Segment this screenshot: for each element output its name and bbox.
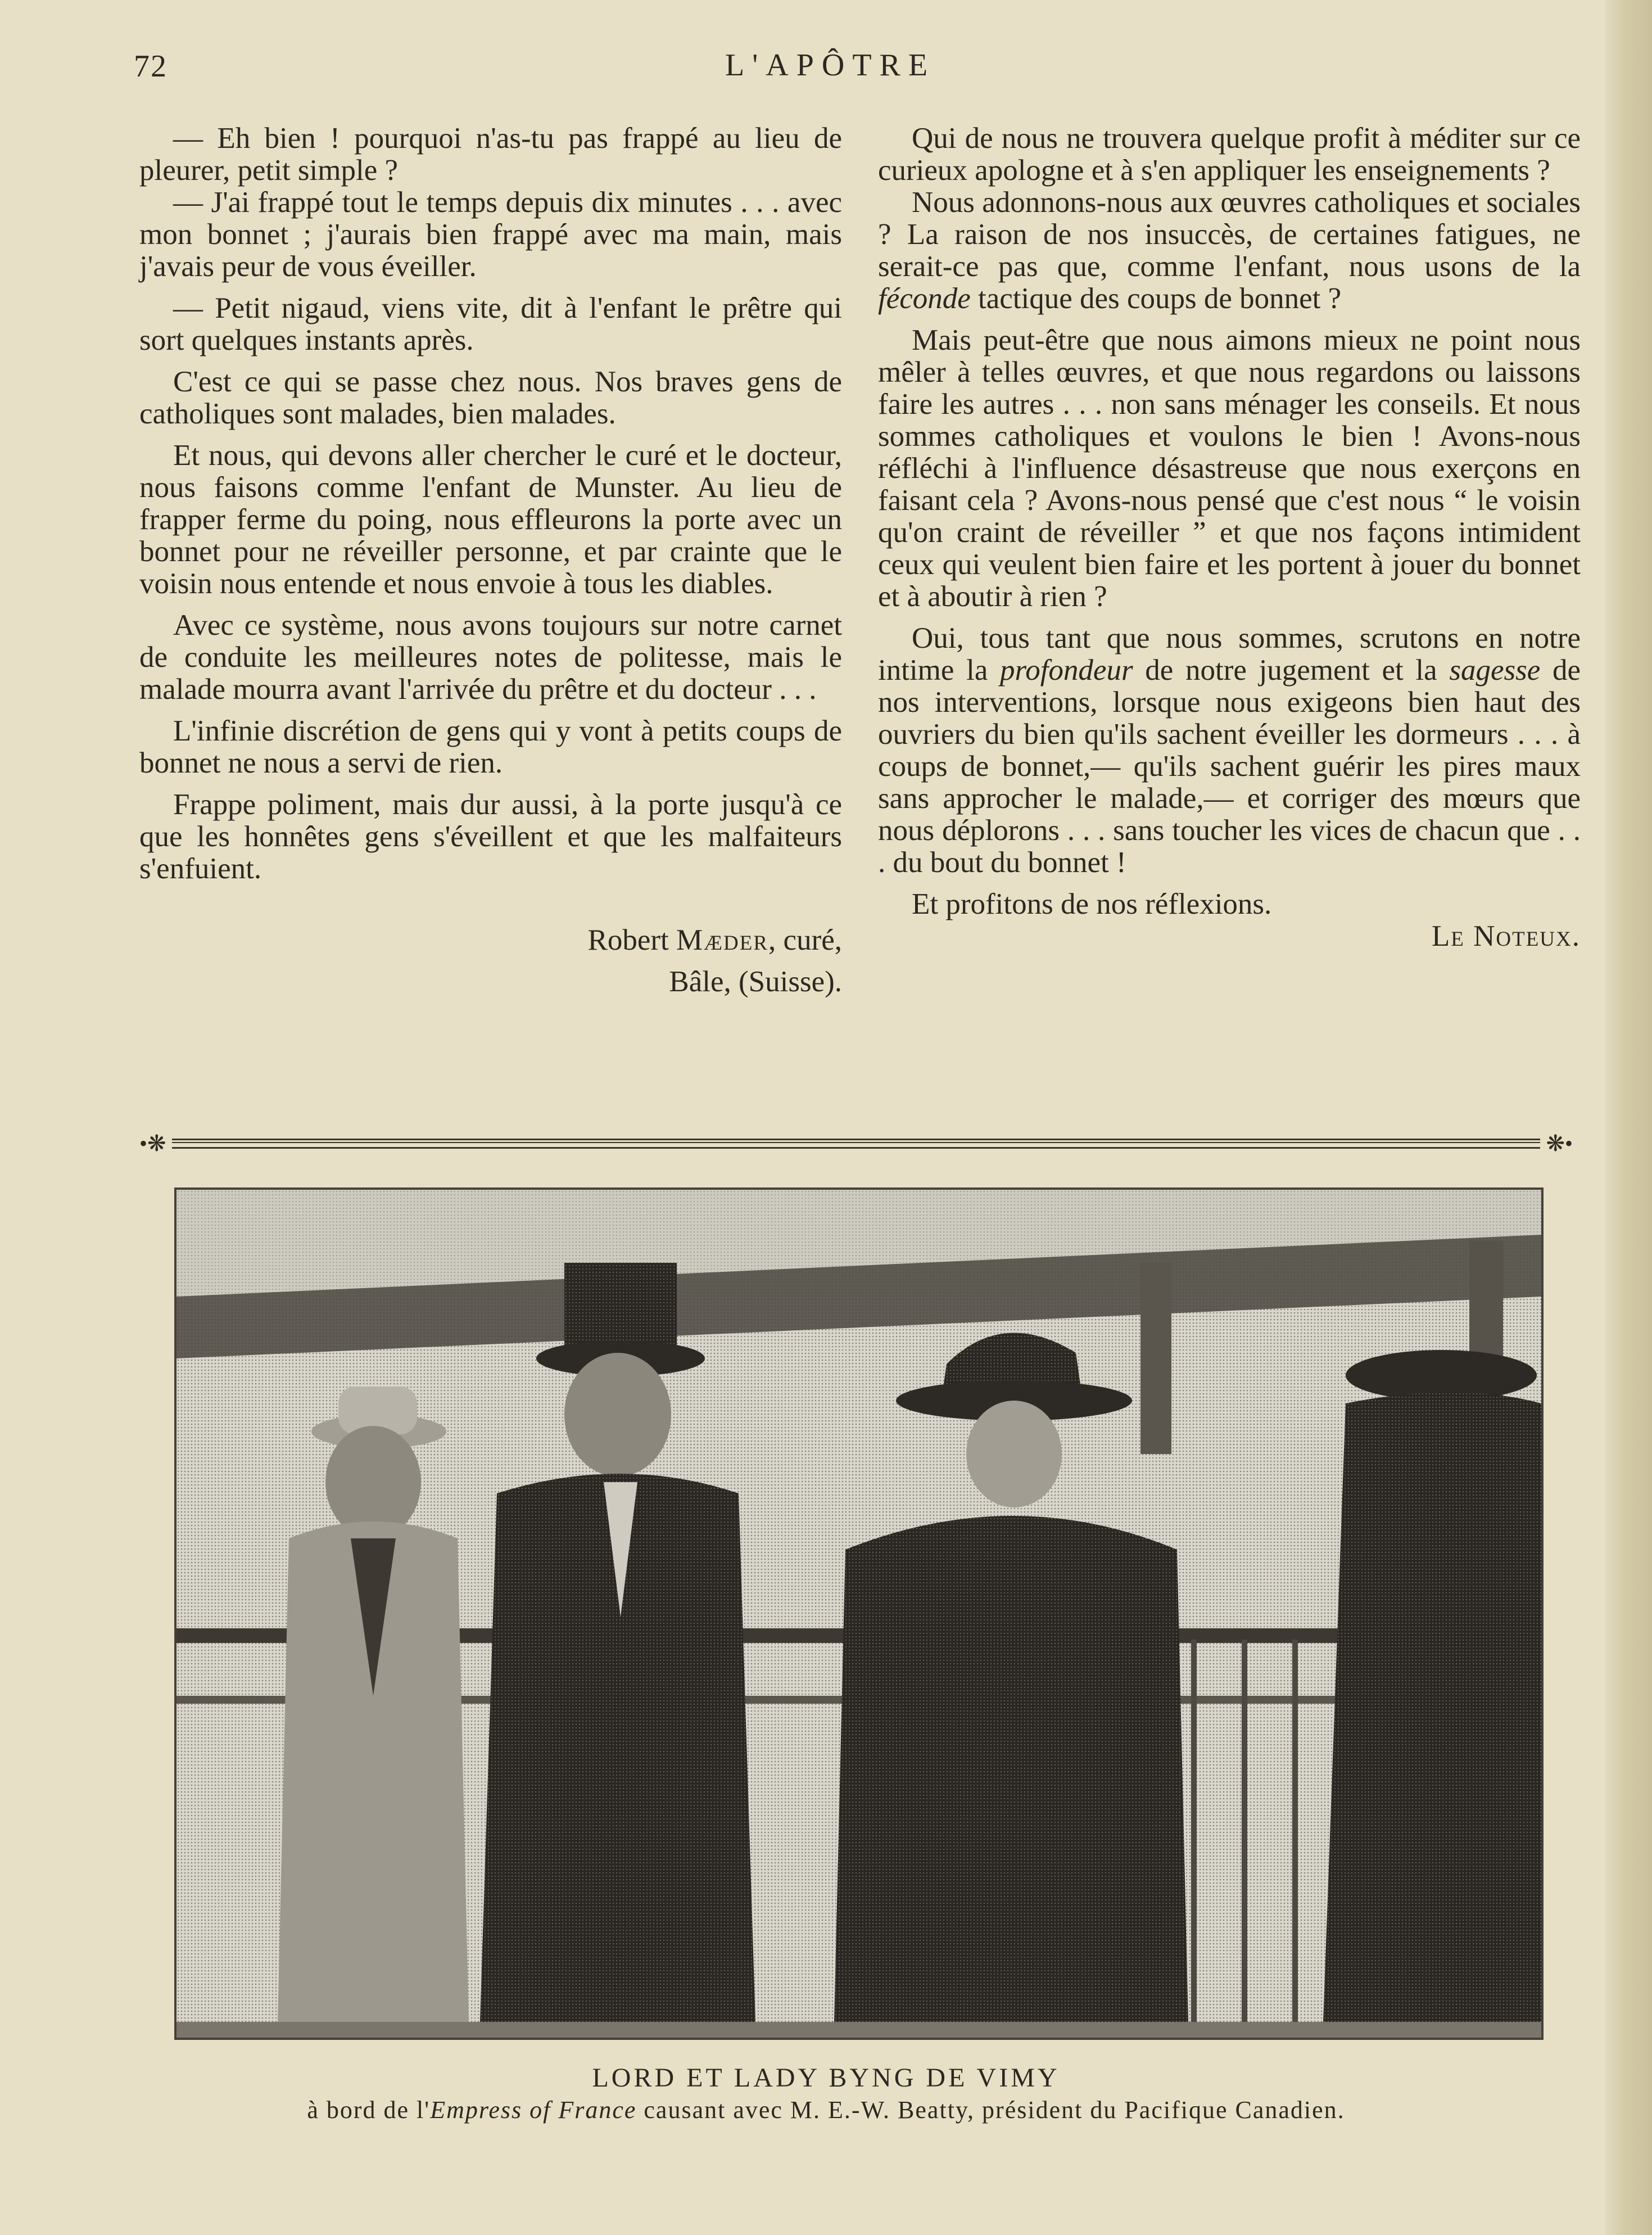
paragraph: Et nous, qui devons aller chercher le curé et le docteur, nous faisons comme l'enfant de Munster. Au lieu de frapper ferme du poing, nous effleurons la porte avec un bonnet pour ne réveiller personne, et par crainte que le voisin nous entende et nous envoie à tous les diables.: [139, 439, 842, 600]
photograph: [174, 1188, 1544, 2040]
signature-line: [139, 924, 842, 956]
paragraph: — Eh bien ! pourquoi n'as-tu pas frappé au lieu de pleurer, petit simple ?: [139, 122, 842, 187]
paragraph: Mais peut-être que nous aimons mieux ne point nous mêler à telles œuvres, et que nous regardons ou laissons faire les autres . . . non sans ménager les conseils. Et nous sommes catholiques et voulons le bien ! Avons-nous réfléchi à l'influence désastreuse que nous exerçons en faisant cela ? Avons-nous pensé que c'est nous “ le voisin qu'on craint de réveiller ” et que nos façons intimident ceux qui veulent bien faire et les portent à jouer du bonnet et à aboutir à rien ?: [878, 324, 1581, 613]
emphasis: sagesse: [1449, 654, 1541, 687]
page-edge-shadow: [1605, 0, 1652, 2235]
page-number: 72: [134, 49, 168, 84]
ornament-right-icon: ❋•: [1546, 1131, 1573, 1156]
figure-partial-right: [1323, 1350, 1541, 2022]
caption-title: LORD ET LADY BYNG DE VIMY: [592, 2063, 1060, 2093]
text-run: Oui, tous tant que nous sommes, scrutons en notre intime la: [878, 622, 1581, 687]
ship-name: Empress of France: [430, 2096, 637, 2124]
divider-rule: [172, 1139, 1540, 1149]
text-run: tactique des coups de bonnet ?: [978, 282, 1342, 315]
text-run: de nos interventions, lorsque nous exigeons bien haut des ouvriers du bien qu'ils sachent éveiller les dormeurs . . . à coups de bonnet,— qu'ils sachent guérir les pires maux sans approcher le malade,— et corriger des mœurs que nous déplorons . . . sans toucher les vices de chacun que . . . du bout du bonnet !: [878, 654, 1581, 879]
paragraph: C'est ce qui se passe chez nous. Nos braves gens de catholiques sont malades, bien malades.: [139, 365, 842, 430]
paragraph: L'infinie discrétion de gens qui y vont à petits coups de bonnet ne nous a servi de rien.: [139, 715, 842, 779]
ornament-left-icon: •❋: [139, 1131, 166, 1156]
running-title: L'APÔTRE: [725, 48, 936, 83]
emphasis: féconde: [878, 282, 971, 315]
author-title: , curé,: [768, 924, 842, 956]
text-run: causant avec M. E.-W. Beatty, président du Pacifique Canadien.: [644, 2096, 1345, 2124]
text-run: à bord de l': [307, 2096, 431, 2124]
paragraph: — Petit nigaud, viens vite, dit à l'enfant le prêtre qui sort quelques instants après.: [139, 292, 842, 356]
author-place: Bâle, (Suisse).: [669, 965, 842, 998]
paragraph: [878, 622, 1581, 879]
paragraph: [878, 187, 1581, 315]
paragraph: Qui de nous ne trouvera quelque profit à méditer sur ce curieux apologne et à s'en appliquer les enseignements ?: [878, 122, 1581, 187]
text-run: de notre jugement et la: [1145, 654, 1437, 687]
right-column: [878, 123, 1581, 962]
paragraph: Frappe poliment, mais dur aussi, à la porte jusqu'à ce que les honnêtes gens s'éveillent et que les malfaiteurs s'enfuient.: [139, 788, 842, 885]
paragraph: Avec ce système, nous avons toujours sur notre carnet de conduite les meilleures notes de politesse, mais le malade mourra avant l'arrivée du prêtre et du docteur . . .: [139, 609, 842, 706]
ornamental-divider: [139, 1131, 1573, 1156]
paragraph: Et profitons de nos réflexions.: [912, 888, 1272, 920]
author-signature: [139, 924, 842, 998]
author-first-name: Robert: [587, 924, 669, 956]
text-run: Nous adonnons-nous aux œuvres catholiques et sociales ? La raison de nos insuccès, de certaines fatigues, ne serait-ce pas que, comme l'enfant, nous usons de la: [878, 186, 1581, 283]
left-column: [139, 123, 842, 1008]
author-signature: Le Noteux.: [1431, 920, 1581, 952]
paragraph: — J'ai frappé tout le temps depuis dix minutes . . . avec mon bonnet ; j'aurais bien frappé avec ma main, mais j'avais peur de vous éveiller.: [139, 186, 842, 283]
caption-subtitle: [0, 2096, 1652, 2124]
author-last-name: Mæder: [676, 924, 769, 956]
emphasis: profondeur: [1000, 654, 1133, 687]
